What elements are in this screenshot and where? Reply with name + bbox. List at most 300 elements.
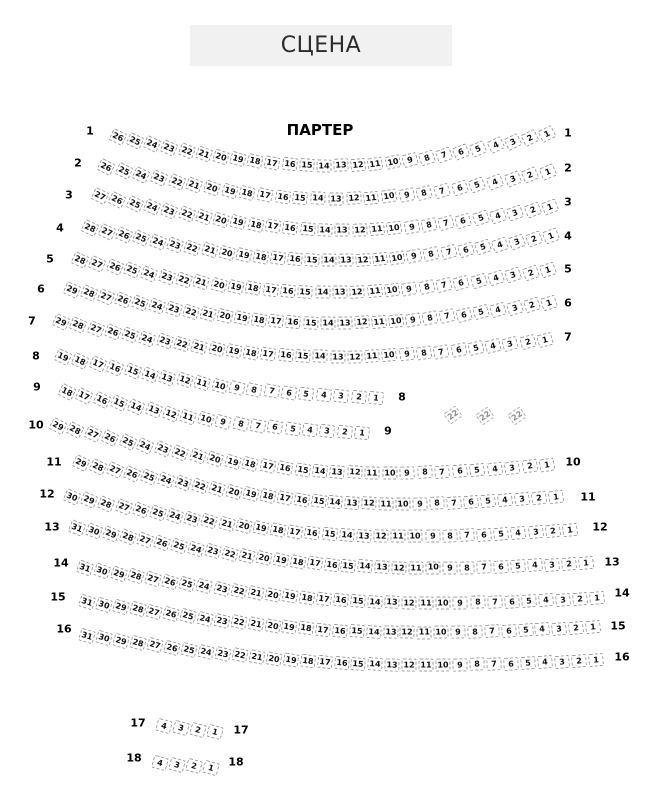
seat[interactable]: 1 — [548, 490, 565, 505]
seat[interactable]: 24 — [148, 297, 167, 314]
seat[interactable]: 14 — [313, 350, 329, 364]
seat[interactable]: 31 — [78, 594, 96, 611]
seat[interactable]: 31 — [76, 559, 94, 576]
seat[interactable]: 28 — [129, 635, 147, 652]
seat[interactable]: 7 — [249, 418, 266, 434]
seat[interactable]: 28 — [97, 495, 116, 513]
seat[interactable]: 15 — [350, 657, 366, 671]
seat[interactable]: 15 — [295, 349, 311, 363]
seat[interactable]: 4 — [489, 302, 507, 319]
seat[interactable]: 11 — [179, 408, 197, 425]
seat[interactable]: 30 — [63, 488, 82, 506]
seat[interactable]: 21 — [199, 306, 217, 323]
seat[interactable]: 15 — [321, 527, 337, 542]
seat[interactable]: 2 — [189, 722, 207, 738]
seat[interactable]: 24 — [187, 540, 205, 557]
seat[interactable]: 25 — [180, 641, 198, 657]
seat[interactable]: 14 — [310, 191, 326, 205]
seat[interactable]: 21 — [248, 649, 265, 665]
seat[interactable]: 1 — [202, 760, 220, 776]
seat[interactable]: 22 — [231, 647, 248, 663]
seat[interactable]: 14 — [320, 316, 335, 329]
seat[interactable]: 20 — [203, 179, 221, 196]
seat[interactable]: 14 — [366, 625, 382, 639]
seat[interactable]: 8 — [420, 217, 437, 233]
seat[interactable]: 16 — [287, 252, 303, 267]
seat[interactable]: 24 — [195, 578, 213, 595]
seat[interactable]: 21 — [247, 585, 265, 601]
seat[interactable]: 14 — [312, 463, 329, 478]
seat[interactable]: 1 — [539, 457, 556, 472]
seat[interactable]: 7 — [435, 147, 454, 164]
seat[interactable]: 20 — [210, 276, 228, 293]
seat[interactable]: 14 — [327, 495, 343, 510]
seat[interactable]: 10 — [211, 377, 229, 394]
seat[interactable]: 4 — [534, 622, 550, 636]
seat[interactable]: 9 — [214, 413, 232, 430]
seat[interactable]: 19 — [282, 652, 299, 667]
seat[interactable]: 10 — [380, 189, 397, 204]
seat[interactable]: 1 — [206, 724, 224, 740]
seat[interactable]: 19 — [229, 151, 247, 168]
seat[interactable]: 23 — [173, 475, 192, 493]
seat[interactable]: 5 — [469, 462, 485, 477]
seat[interactable]: 20 — [208, 341, 226, 357]
seat[interactable]: 10 — [384, 283, 401, 298]
seat[interactable]: 2 — [521, 167, 540, 185]
seat[interactable]: 5 — [467, 340, 485, 356]
seat[interactable]: 9 — [403, 219, 420, 234]
seat[interactable]: 27 — [144, 570, 162, 587]
seat[interactable]: 18 — [252, 249, 269, 265]
seat[interactable]: 23 — [153, 440, 172, 458]
seat[interactable]: 24 — [149, 233, 168, 251]
seat[interactable]: 22 — [167, 173, 186, 191]
seat[interactable]: 10 — [426, 561, 441, 574]
seat[interactable]: 25 — [170, 538, 188, 555]
seat[interactable]: 4 — [537, 655, 553, 669]
seat[interactable]: 1 — [589, 591, 605, 605]
seat[interactable]: 10 — [384, 154, 401, 170]
seat[interactable]: 1 — [539, 163, 558, 181]
seat[interactable]: 23 — [183, 510, 201, 527]
seat[interactable]: 13 — [333, 159, 349, 173]
seat[interactable]: 25 — [123, 261, 142, 279]
seat[interactable]: 7 — [476, 560, 492, 574]
seat[interactable]: 25 — [178, 576, 196, 593]
seat[interactable]: 19 — [272, 552, 289, 568]
seat[interactable]: 29 — [102, 525, 121, 543]
seat[interactable]: 16 — [106, 359, 125, 377]
seat[interactable]: 9 — [398, 187, 415, 203]
seat[interactable]: 20 — [255, 550, 273, 566]
seat[interactable]: 11 — [372, 251, 388, 266]
seat[interactable]: 13 — [329, 464, 345, 478]
seat[interactable]: 16 — [276, 460, 293, 476]
seat[interactable]: 1 — [542, 227, 561, 244]
seat[interactable]: 3 — [172, 720, 190, 736]
seat[interactable]: 18 — [57, 383, 76, 401]
seat[interactable]: 30 — [85, 522, 104, 540]
seat[interactable]: 20 — [265, 651, 282, 666]
seat[interactable]: 22 — [171, 444, 190, 462]
seat[interactable]: 11 — [371, 315, 387, 329]
seat[interactable]: 21 — [195, 145, 214, 162]
seat[interactable]: 26 — [161, 573, 179, 590]
seat[interactable]: 23 — [204, 543, 222, 560]
seat[interactable]: 15 — [299, 158, 315, 172]
seat[interactable]: 25 — [126, 132, 145, 150]
seat[interactable]: 12 — [347, 350, 362, 364]
seat[interactable]: 26 — [108, 191, 127, 209]
seat[interactable]: 13 — [344, 496, 360, 510]
seat[interactable]: 8 — [416, 346, 433, 361]
seat[interactable]: 13 — [144, 402, 163, 420]
seat[interactable]: 2 — [531, 491, 548, 506]
seat[interactable]: 26 — [108, 128, 127, 146]
seat[interactable]: 21 — [185, 176, 204, 194]
seat[interactable]: 16 — [332, 623, 348, 637]
seat[interactable]: 10 — [389, 250, 406, 265]
seat[interactable]: 7 — [433, 344, 450, 360]
seat[interactable]: 8 — [246, 382, 263, 398]
seat[interactable]: 6 — [457, 241, 475, 258]
seat[interactable]: 23 — [150, 169, 169, 187]
seat[interactable]: 22 — [200, 513, 218, 530]
seat[interactable]: 7 — [438, 308, 456, 324]
seat[interactable]: 9 — [425, 529, 440, 542]
seat[interactable]: 6 — [463, 495, 479, 509]
seat[interactable]: 2 — [523, 297, 541, 314]
seat[interactable]: 9 — [401, 152, 419, 168]
seat[interactable]: 14 — [315, 285, 330, 298]
seat[interactable]: 29 — [71, 454, 90, 472]
seat[interactable]: 24 — [156, 471, 175, 489]
seat[interactable]: 6 — [501, 624, 517, 638]
seat[interactable]: 13 — [385, 658, 400, 672]
seat[interactable]: 26 — [115, 226, 134, 244]
seat[interactable]: 15 — [109, 394, 128, 412]
seat[interactable]: 5 — [474, 239, 492, 256]
seat[interactable]: 10 — [382, 466, 397, 479]
seat[interactable]: 17 — [276, 490, 293, 506]
seat[interactable]: 16 — [92, 391, 111, 409]
seat[interactable]: 14 — [367, 595, 383, 609]
seat[interactable]: 18 — [247, 216, 265, 232]
seat[interactable]: 2 — [525, 230, 544, 247]
seat[interactable]: 24 — [136, 437, 155, 455]
seat[interactable]: 26 — [162, 606, 180, 623]
seat[interactable]: 5 — [480, 494, 496, 509]
seat[interactable]: 18 — [289, 554, 306, 570]
seat[interactable]: 27 — [90, 187, 109, 205]
seat[interactable]: 11 — [409, 561, 424, 574]
seat[interactable]: 25 — [125, 194, 144, 212]
seat[interactable]: 22 — [475, 406, 495, 425]
seat[interactable]: 4 — [486, 461, 503, 476]
seat[interactable]: 7 — [437, 215, 455, 231]
seat[interactable]: 21 — [188, 447, 207, 464]
seat[interactable]: 13 — [158, 369, 177, 386]
seat[interactable]: 20 — [218, 245, 236, 262]
seat[interactable]: 4 — [486, 173, 505, 191]
seat[interactable]: 2 — [185, 758, 203, 774]
seat[interactable]: 22 — [190, 478, 209, 495]
seat[interactable]: 16 — [274, 189, 291, 204]
seat[interactable]: 2 — [521, 264, 539, 281]
seat[interactable]: 18 — [259, 488, 277, 504]
seat[interactable]: 4 — [489, 207, 507, 224]
seat[interactable]: 17 — [259, 458, 277, 474]
seat[interactable]: 3 — [506, 204, 525, 221]
seat[interactable]: 28 — [66, 421, 85, 439]
seat[interactable]: 11 — [369, 222, 385, 236]
seat[interactable]: 14 — [316, 159, 331, 172]
seat[interactable]: 16 — [285, 315, 301, 329]
seat[interactable]: 26 — [163, 639, 181, 655]
seat[interactable]: 20 — [206, 450, 224, 467]
seat[interactable]: 25 — [121, 327, 140, 345]
seat[interactable]: 10 — [408, 530, 423, 543]
seat[interactable]: 7 — [433, 182, 451, 199]
seat[interactable]: 7 — [459, 528, 475, 542]
seat[interactable]: 8 — [418, 279, 435, 295]
seat[interactable]: 2 — [521, 459, 538, 474]
seat[interactable]: 20 — [225, 483, 243, 500]
seat[interactable]: 6 — [476, 527, 492, 541]
seat[interactable]: 6 — [452, 464, 468, 479]
seat[interactable]: 3 — [319, 424, 336, 439]
seat[interactable]: 30 — [93, 562, 111, 579]
seat[interactable]: 20 — [264, 618, 281, 634]
seat[interactable]: 24 — [196, 610, 214, 626]
seat[interactable]: 10 — [387, 313, 404, 328]
seat[interactable]: 16 — [333, 593, 349, 608]
seat[interactable]: 18 — [243, 345, 260, 361]
seat[interactable]: 8 — [470, 596, 486, 610]
seat[interactable]: 1 — [541, 198, 560, 215]
seat[interactable]: 6 — [455, 306, 473, 322]
seat[interactable]: 6 — [450, 179, 468, 196]
seat[interactable]: 2 — [571, 654, 587, 668]
seat[interactable]: 9 — [450, 625, 465, 639]
seat[interactable]: 26 — [153, 535, 172, 552]
seat[interactable]: 4 — [486, 136, 505, 154]
seat[interactable]: 8 — [417, 465, 433, 479]
seat[interactable]: 18 — [241, 456, 259, 473]
seat[interactable]: 17 — [88, 355, 107, 373]
seat[interactable]: 15 — [340, 558, 356, 573]
seat[interactable]: 18 — [298, 621, 315, 636]
seat[interactable]: 6 — [452, 275, 470, 292]
seat[interactable]: 16 — [304, 525, 321, 540]
seat[interactable]: 3 — [555, 592, 571, 606]
seat[interactable]: 16 — [333, 656, 349, 670]
seat[interactable]: 25 — [131, 294, 150, 312]
seat[interactable]: 17 — [264, 219, 281, 235]
seat[interactable]: 8 — [415, 185, 433, 201]
seat[interactable]: 23 — [214, 646, 232, 662]
seat[interactable]: 15 — [349, 624, 365, 638]
seat[interactable]: 3 — [506, 299, 524, 316]
seat[interactable]: 6 — [267, 420, 284, 436]
seat[interactable]: 19 — [235, 247, 253, 263]
seat[interactable]: 4 — [487, 270, 505, 287]
seat[interactable]: 28 — [80, 219, 99, 237]
seat[interactable]: 8 — [467, 625, 483, 639]
seat[interactable]: 1 — [368, 391, 384, 406]
seat[interactable]: 25 — [114, 162, 133, 180]
seat[interactable]: 25 — [118, 433, 137, 451]
seat[interactable]: 15 — [294, 462, 311, 477]
seat[interactable]: 31 — [68, 519, 87, 537]
seat[interactable]: 22 — [182, 303, 200, 320]
seat[interactable]: 5 — [284, 421, 301, 436]
seat[interactable]: 7 — [486, 657, 502, 671]
seat[interactable]: 27 — [105, 461, 124, 479]
seat[interactable]: 3 — [527, 525, 543, 540]
seat[interactable]: 29 — [48, 417, 67, 435]
seat[interactable]: 19 — [234, 310, 251, 326]
seat[interactable]: 8 — [459, 561, 474, 575]
seat[interactable]: 3 — [514, 492, 531, 507]
seat[interactable]: 6 — [450, 342, 467, 358]
seat[interactable]: 13 — [330, 350, 345, 363]
seat[interactable]: 16 — [293, 492, 310, 508]
seat[interactable]: 26 — [101, 429, 120, 447]
seat[interactable]: 27 — [83, 425, 102, 443]
seat[interactable]: 16 — [280, 284, 296, 299]
seat[interactable]: 20 — [235, 518, 253, 534]
seat[interactable]: 3 — [554, 654, 570, 668]
seat[interactable]: 26 — [122, 465, 141, 483]
seat[interactable]: 9 — [443, 561, 458, 574]
seat[interactable]: 12 — [354, 315, 370, 329]
seat[interactable]: 5 — [472, 210, 490, 227]
seat[interactable]: 6 — [452, 143, 471, 161]
seat[interactable]: 17 — [262, 282, 279, 297]
seat[interactable]: 24 — [142, 198, 161, 216]
seat[interactable]: 17 — [268, 313, 285, 328]
seat[interactable]: 19 — [224, 453, 242, 470]
seat[interactable]: 30 — [95, 630, 113, 647]
seat[interactable]: 13 — [335, 223, 350, 236]
seat[interactable]: 7 — [263, 383, 280, 399]
seat[interactable]: 12 — [402, 596, 417, 609]
seat[interactable]: 23 — [166, 236, 185, 254]
seat[interactable]: 6 — [281, 385, 298, 400]
seat[interactable]: 8 — [423, 246, 441, 262]
seat[interactable]: 19 — [225, 343, 243, 359]
seat[interactable]: 12 — [352, 223, 368, 237]
seat[interactable]: 17 — [264, 155, 281, 170]
seat[interactable]: 5 — [472, 304, 490, 320]
seat[interactable]: 10 — [381, 348, 397, 362]
seat[interactable]: 2 — [519, 334, 537, 350]
seat[interactable]: 10 — [434, 626, 449, 639]
seat[interactable]: 17 — [269, 251, 286, 266]
seat[interactable]: 22 — [177, 142, 196, 160]
seat[interactable]: 2 — [336, 425, 352, 440]
seat[interactable]: 17 — [306, 556, 323, 571]
seat[interactable]: 16 — [281, 157, 298, 172]
seat[interactable]: 23 — [213, 612, 231, 628]
seat[interactable]: 18 — [71, 352, 90, 370]
seat[interactable]: 29 — [52, 313, 71, 331]
seat[interactable]: 5 — [493, 527, 509, 541]
seat[interactable]: 19 — [252, 520, 270, 536]
seat[interactable]: 4 — [527, 558, 543, 572]
seat[interactable]: 10 — [436, 596, 451, 609]
seat[interactable]: 9 — [404, 312, 421, 327]
seat[interactable]: 16 — [323, 557, 340, 572]
seat[interactable]: 20 — [212, 148, 230, 165]
seat[interactable]: 20 — [216, 308, 234, 324]
seat[interactable]: 2 — [561, 557, 577, 571]
seat[interactable]: 15 — [310, 493, 327, 508]
seat[interactable]: 14 — [368, 657, 384, 671]
seat[interactable]: 3 — [503, 133, 522, 151]
seat[interactable]: 4 — [316, 388, 333, 403]
seat[interactable]: 11 — [419, 658, 434, 671]
seat[interactable]: 18 — [299, 654, 316, 669]
seat[interactable]: 6 — [454, 212, 472, 229]
seat[interactable]: 3 — [503, 170, 522, 188]
seat[interactable]: 12 — [349, 285, 365, 299]
seat[interactable]: 27 — [146, 637, 164, 654]
seat[interactable]: 9 — [401, 281, 418, 296]
seat[interactable]: 21 — [195, 208, 214, 225]
seat[interactable]: 4 — [151, 755, 169, 771]
seat[interactable]: 11 — [365, 466, 380, 479]
seat[interactable]: 17 — [316, 655, 332, 670]
seat[interactable]: 23 — [160, 139, 179, 157]
seat[interactable]: 17 — [315, 622, 332, 637]
seat[interactable]: 15 — [303, 316, 319, 330]
seat[interactable]: 5 — [517, 623, 533, 637]
seat[interactable]: 11 — [367, 284, 383, 299]
seat[interactable]: 23 — [157, 268, 176, 285]
seat[interactable]: 12 — [392, 561, 408, 575]
seat[interactable]: 12 — [176, 372, 194, 389]
seat[interactable]: 12 — [347, 465, 363, 479]
seat[interactable]: 15 — [300, 222, 316, 236]
seat[interactable]: 4 — [155, 718, 173, 734]
seat[interactable]: 27 — [98, 223, 117, 241]
seat[interactable]: 5 — [510, 559, 526, 573]
seat[interactable]: 28 — [88, 458, 107, 476]
seat[interactable]: 24 — [143, 135, 162, 153]
seat[interactable]: 5 — [298, 387, 315, 402]
seat[interactable]: 12 — [346, 191, 362, 205]
seat[interactable]: 11 — [391, 530, 406, 543]
seat[interactable]: 17 — [260, 347, 277, 362]
seat[interactable]: 13 — [332, 285, 347, 298]
seat[interactable]: 25 — [139, 468, 158, 486]
seat[interactable]: 2 — [572, 592, 588, 606]
seat[interactable]: 13 — [328, 192, 343, 205]
seat[interactable]: 7 — [434, 464, 450, 478]
seat[interactable]: 4 — [302, 422, 319, 437]
seat[interactable]: 11 — [417, 626, 432, 639]
seat[interactable]: 20 — [212, 211, 230, 228]
seat[interactable]: 19 — [281, 620, 298, 635]
seat[interactable]: 21 — [238, 548, 256, 564]
seat[interactable]: 27 — [88, 255, 107, 273]
seat[interactable]: 13 — [374, 560, 390, 574]
seat[interactable]: 11 — [379, 497, 394, 510]
seat[interactable]: 5 — [520, 656, 536, 670]
